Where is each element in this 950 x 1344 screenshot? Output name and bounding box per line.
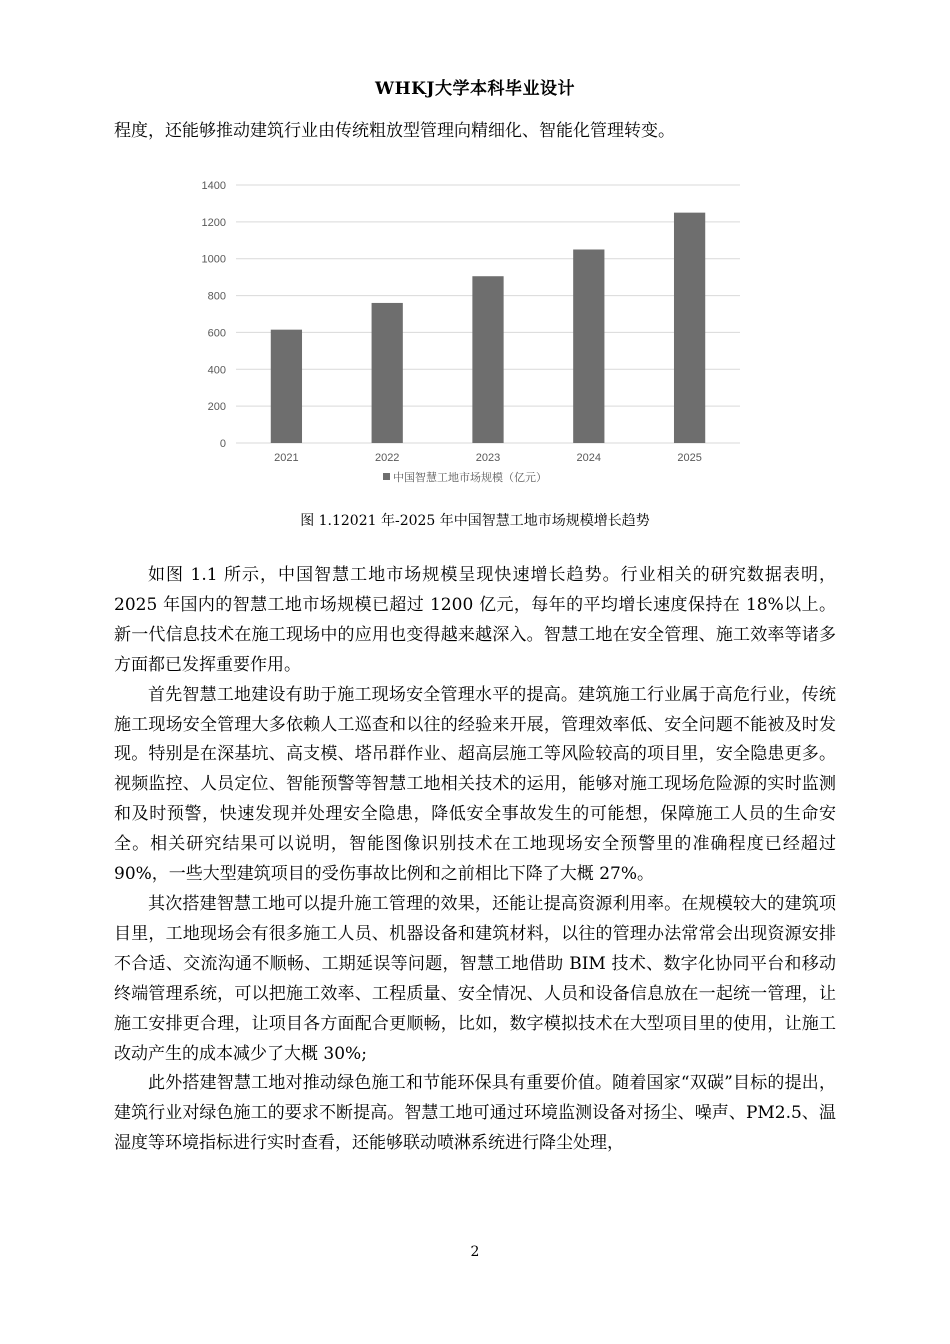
- paragraph: 首先智慧工地建设有助于施工现场安全管理水平的提高。建筑施工行业属于高危行业，传统施工现场安全管理大多依赖人工巡查和以往的经验来开展，管理效率低、安全问题不能被及时发现。特别是在深基坑、高支模、塔吊群作业、超高层施工等风险较高的项目里，安全隐患更多。视频监控、人员定位、智能预警等智慧工地相关技术的运用，能够对施工现场危险源的实时监测和及时预警，快速发现并处理安全隐患，降低安全事故发生的可能想，保障施工人员的生命安全。相关研究结果可以说明，智能图像识别技术在工地现场安全预警里的准确程度已经超过 90%，一些大型建筑项目的受伤事故比例和之前相比下降了大概 27%。: [114, 684, 836, 885]
- y-tick-label: 1200: [201, 216, 226, 229]
- x-tick-label: 2024: [576, 452, 602, 464]
- page-number: 2: [470, 1244, 480, 1260]
- paragraph: 如图 1.1 所示，中国智慧工地市场规模呈现快速增长趋势。行业相关的研究数据表明，2025 年国内的智慧工地市场规模已超过 1200 亿元，每年的平均增长速度保持在 18%以上。新一代信息技术在施工现场中的应用也变得越来越深入。智慧工地在安全管理、施工效率等诸多方面都已发挥重要作用。: [114, 565, 836, 675]
- paragraph: 此外搭建智慧工地对推动绿色施工和节能环保具有重要价值。随着国家“双碳”目标的提出，建筑行业对绿色施工的要求不断提高。智慧工地可通过环境监测设备对扬尘、噪声、PM2.5、温湿度等环境指标进行实时查看，还能够联动喷淋系统进行降尘处理，: [114, 1073, 836, 1154]
- body-text: [114, 561, 836, 1159]
- bar: [372, 303, 403, 443]
- bar: [674, 213, 705, 443]
- y-tick-label: 200: [207, 401, 226, 414]
- legend-label: 中国智慧工地市场规模（亿元）: [393, 472, 547, 484]
- bar-chart-svg: [180, 170, 770, 500]
- x-tick-label: 2022: [374, 452, 400, 464]
- y-tick-label: 400: [207, 364, 226, 377]
- y-tick-label: 800: [207, 290, 226, 303]
- intro-line: 程度，还能够推动建筑行业由传统粗放型管理向精细化、智能化管理转变。: [114, 121, 675, 141]
- market-size-chart: [180, 170, 770, 500]
- x-tick-label: 2025: [677, 452, 702, 464]
- paragraph: 其次搭建智慧工地可以提升施工管理的效果，还能让提高资源利用率。在规模较大的建筑项目里，工地现场会有很多施工人员、机器设备和建筑材料，以往的管理办法常常会出现资源安排不合适、交流沟通不顺畅、工期延误等问题，智慧工地借助 BIM 技术、数字化协同平台和移动终端管理系统，可以把施工效率、工程质量、安全情况、人员和设备信息放在一起统一管理，让施工安排更合理，让项目各方面配合更顺畅，比如，数字模拟技术在大型项目里的使用，让施工改动产生的成本减少了大概 30%;: [114, 893, 836, 1064]
- bar: [573, 250, 604, 444]
- page-header: WHKJ大学本科毕业设计: [375, 79, 575, 99]
- figure-caption: 图 1.12021 年-2025 年中国智慧工地市场规模增长趋势: [300, 513, 650, 529]
- bar: [271, 330, 302, 443]
- y-tick-label: 1400: [201, 180, 226, 192]
- x-tick-label: 2021: [274, 452, 299, 464]
- x-tick-label: 2023: [475, 452, 501, 464]
- bar: [472, 276, 503, 443]
- legend-swatch: [383, 473, 390, 480]
- y-tick-label: 0: [219, 438, 226, 450]
- y-tick-label: 600: [207, 327, 226, 340]
- y-tick-label: 1000: [201, 253, 226, 266]
